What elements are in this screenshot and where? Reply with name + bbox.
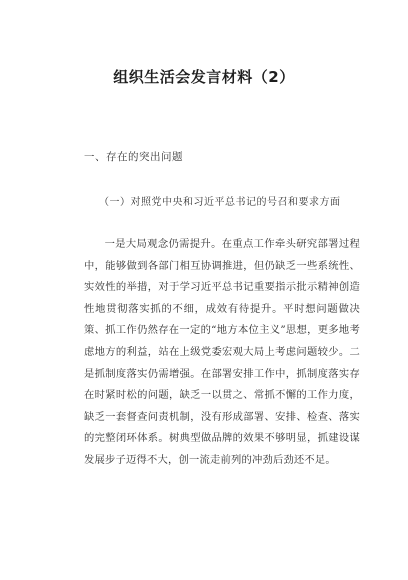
document-title: 组织生活会发言材料（2）: [113, 68, 295, 86]
subsection-heading: （一）对照党中央和习近平总书记的号召和要求方面: [99, 197, 341, 208]
section-heading: 一、存在的突出问题: [84, 151, 183, 163]
body-paragraph: 一是大局观念仍需提升。在重点工作牵头研究部署过程中，能够做到各部门相互协调推进，但仍缺乏一些系统性、实效性的举措，对于学习近平总书记重要指示批示精神创造性地贯彻落实抓的不细，成效有待提升。平时想问题做决策、抓工作仍然存在一定的“地方本位主义”思想，更多地考虑地方的利益，站在上级党委宏观大局上考虑问题较少。二是抓制度落实仍需增强。在部署安排工作中，抓制度落实存在时紧时松的问题，缺乏一以贯之、常抓不懈的工作力度，缺乏一套督查问责机制，没有形成部署、安排、检查、落实的完整闭环体系。树典型做品牌的效果不够明显，抓建设谋发展步子迈得不大，创一流走前列的冲劲后劲还不足。: [84, 238, 360, 466]
